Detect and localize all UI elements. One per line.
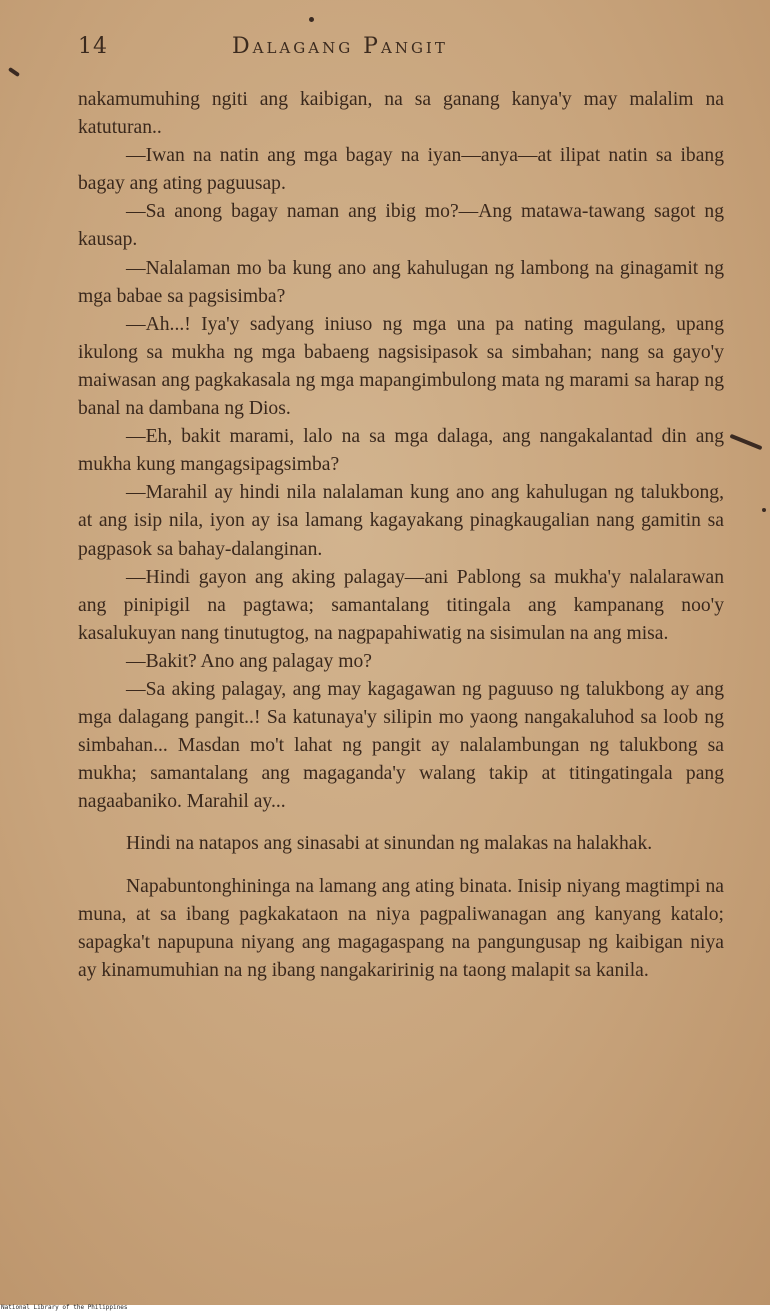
paragraph-11: Hindi na natapos ang sinasabi at sinundan ng malakas na halakhak.: [126, 833, 653, 855]
paragraph-7: —Marahil ay hindi nila nalalaman kung ano ang kahulugan ng talukbong, at ang isip nila, iyon ay isa lamang kagayakang pinagkaugalian nang gamitin sa pagpasok sa bahay-dalanginan.: [78, 482, 724, 560]
paragraph-8: —Hindi gayon ang aking palagay—ani Pablong sa mukha'y nalalarawan ang pinipigil na pagtawa; samantalang titingala ang kampanang noo'y kasalukuyan nang tinutugtog, na nagpapahiwatig na sisimulan na ang misa.: [78, 566, 724, 644]
paragraph-6: —Eh, bakit marami, lalo na sa mga dalaga, ang nangakalantad din ang mukha kung mangagsipagsimba?: [78, 426, 724, 476]
paragraph-12: Napabuntonghininga na lamang ang ating binata. Inisip niyang magtimpi na muna, at sa ibang pagkakataon na niya pagpaliwanagan ang kanyang katalo; sapagka't napupuna niyang ang magagaspang na pangungusap ng kaibigan niya ay kinamumuhian na ng ibang nangakaririnig na taong malapit sa kanila.: [78, 875, 724, 981]
body-text: [78, 86, 724, 985]
paragraph-9: —Bakit? Ano ang palagay mo?: [126, 650, 372, 672]
ink-speck: [762, 508, 766, 512]
library-attribution: National Library of the Philippines: [1, 1304, 128, 1311]
paragraph-3: —Sa anong bagay naman ang ibig mo?—Ang matawa-tawang sagot ng kausap.: [78, 201, 724, 251]
running-title: Dalagang Pangit: [232, 34, 448, 59]
paragraph-1: nakamumuhing ngiti ang kaibigan, na sa ganang kanya'y may malalim na katuturan..: [78, 89, 724, 139]
page-number: 14: [78, 34, 108, 59]
paragraph-2: —Iwan na natin ang mga bagay na iyan—anya—at ilipat natin sa ibang bagay ang ating paguusap.: [78, 145, 724, 195]
paragraph-10: —Sa aking palagay, ang may kagagawan ng paguuso ng talukbong ay ang mga dalagang pangit..! Sa katunaya'y silipin mo yaong nangakaluhod sa loob ng simbahan... Masdan mo't lahat ng pangit ay nalalambungan ng talukbong sa mukha; samantalang ang magaganda'y walang takip at titingatingala pang nagaabaniko. Marahil ay...: [78, 678, 724, 813]
paragraph-5: —Ah...! Iya'y sadyang iniuso ng mga una pa nating magulang, upang ikulong sa mukha ng mga babaeng nagsisipasok sa simbahan; nang sa gayo'y maiwasan ang pagkakasala ng mga mapangimbulong mata ng marami sa harap ng banal na dambana ng Dios.: [78, 313, 724, 420]
ink-speck: [309, 17, 314, 22]
paragraph-4: —Nalalaman mo ba kung ano ang kahulugan ng lambong na ginagamit ng mga babae sa pagsisimba?: [78, 257, 724, 307]
ink-speck: [8, 67, 20, 77]
ink-speck: [729, 434, 762, 450]
